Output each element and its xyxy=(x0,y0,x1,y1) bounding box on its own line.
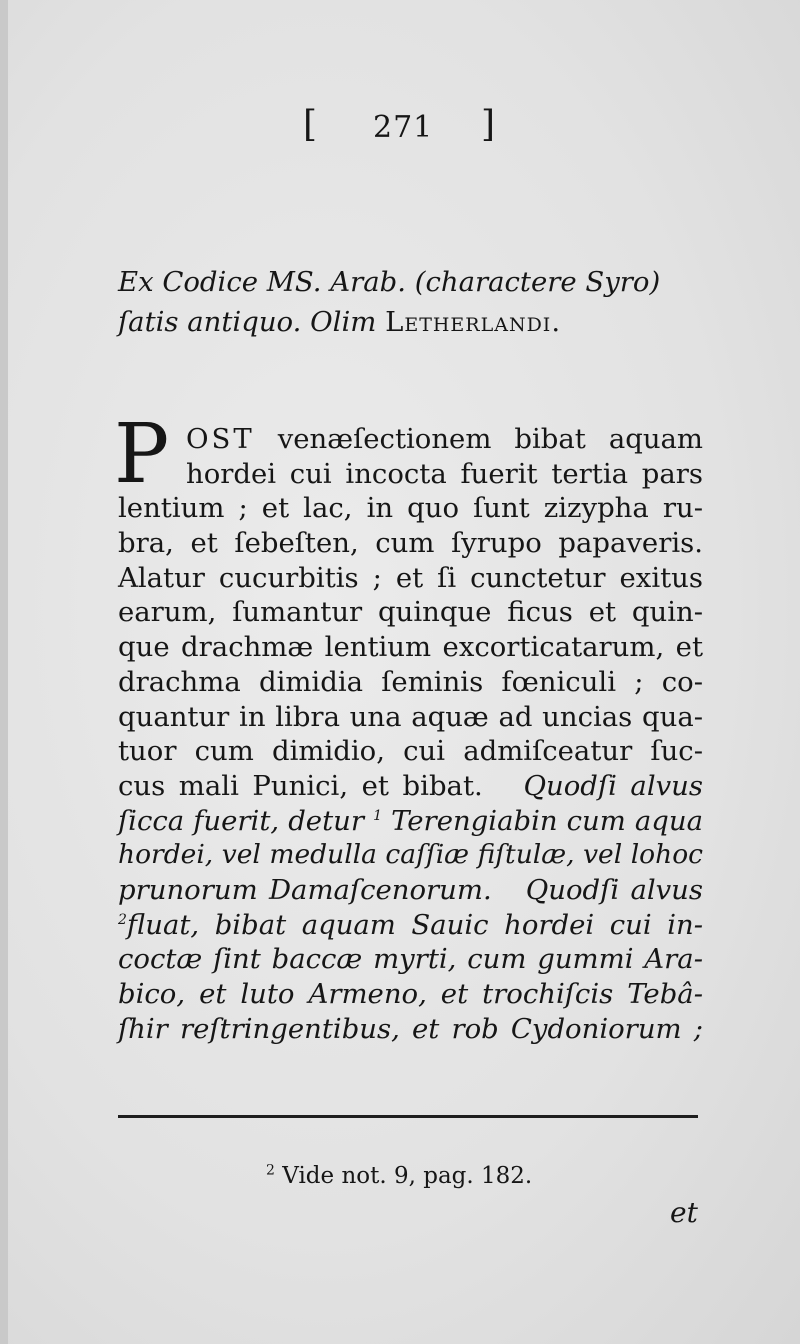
text-line-16: coctæ ſint baccæ myrti, cum gummi Ara- xyxy=(118,943,703,976)
text-line-6: earum, ſumantur quinque ficus et quin- xyxy=(118,596,703,629)
source-heading xyxy=(118,262,718,342)
text-line-17: bico, et luto Armeno, et trochiſcis Tebâ- xyxy=(118,978,703,1010)
text-line-5: Alatur cucurbitis ; et ſi cunctetur exitus xyxy=(118,561,703,594)
left-bracket: [ xyxy=(303,104,318,145)
text-line-3: lentium ; et lac, in quo ſunt zizypha ru- xyxy=(118,492,703,525)
text-line-18: ſhir reſtringentibus, et rob Cydoniorum ; xyxy=(118,1012,703,1045)
text-line-15-wrap xyxy=(118,909,703,941)
opening-word: OST xyxy=(186,423,255,455)
text-line-14-a: prunorum Damaſcenorum. xyxy=(118,873,492,906)
footnote-ref-2: 2 xyxy=(118,911,127,928)
text-line-7: que drachmæ lentium excorticatarum, et xyxy=(118,631,703,664)
text-line-4: bra, et ſebeſten, cum ſyrupo papaveris. xyxy=(118,527,703,560)
text-line-11-italic: Quodſi alvus xyxy=(523,769,703,802)
text-line-14-b: Quodſi alvus xyxy=(525,873,703,906)
page-number: 271 xyxy=(373,110,434,145)
source-line-1-a: Ex Codice MS. Arab. ( xyxy=(118,266,426,298)
text-line-11 xyxy=(118,769,703,804)
source-line-1 xyxy=(118,262,718,302)
source-line-1-c: Syro) xyxy=(576,266,661,298)
text-line-10: tuor cum dimidio, cui admiſceatur ſuc- xyxy=(118,735,703,768)
text-line-12 xyxy=(118,804,703,839)
drop-cap: P xyxy=(114,407,170,502)
footnote xyxy=(266,1163,532,1189)
text-line-15-text: fluat, bibat aquam Sauic hordei cui in- xyxy=(126,908,703,941)
text-line-11-roman: cus mali Punici, et bibat. xyxy=(118,769,483,802)
text-line-12-b: Terengiabin cum aqua xyxy=(391,804,704,837)
footnote-text: Vide not. 9, pag. 182. xyxy=(282,1163,533,1189)
text-line-1 xyxy=(118,422,703,457)
text-line-1-rest: venæſectionem bibat aquam xyxy=(254,423,703,455)
source-line-2 xyxy=(118,302,718,342)
text-line-9: quantur in libra una aquæ ad uncias qua- xyxy=(118,700,703,733)
text-line-13: hordei, vel medulla caſſiæ fiſtulæ, vel lohoc xyxy=(118,839,703,871)
text-line-15 xyxy=(118,908,703,943)
text-line-8: drachma dimidia ſeminis fœniculi ; co- xyxy=(118,665,703,698)
footnote-marker: 2 xyxy=(266,1162,275,1179)
text-line-12-a: ſicca fuerit, detur xyxy=(118,804,364,837)
footnote-rule xyxy=(118,1115,698,1118)
source-line-2-a: ſatis antiquo. Olim xyxy=(118,306,386,338)
right-bracket: ] xyxy=(481,104,496,145)
source-line-1-b: charactere xyxy=(425,266,577,298)
page-header xyxy=(303,104,503,154)
text-line-2: hordei cui incocta fuerit tertia pars xyxy=(186,457,703,490)
text-line-14 xyxy=(118,873,703,908)
catchword: et xyxy=(670,1196,698,1229)
book-page xyxy=(8,0,800,1344)
main-paragraph xyxy=(114,407,704,1046)
source-owner-name: Letherlandi. xyxy=(385,306,562,338)
footnote-ref-1: 1 xyxy=(373,807,382,824)
